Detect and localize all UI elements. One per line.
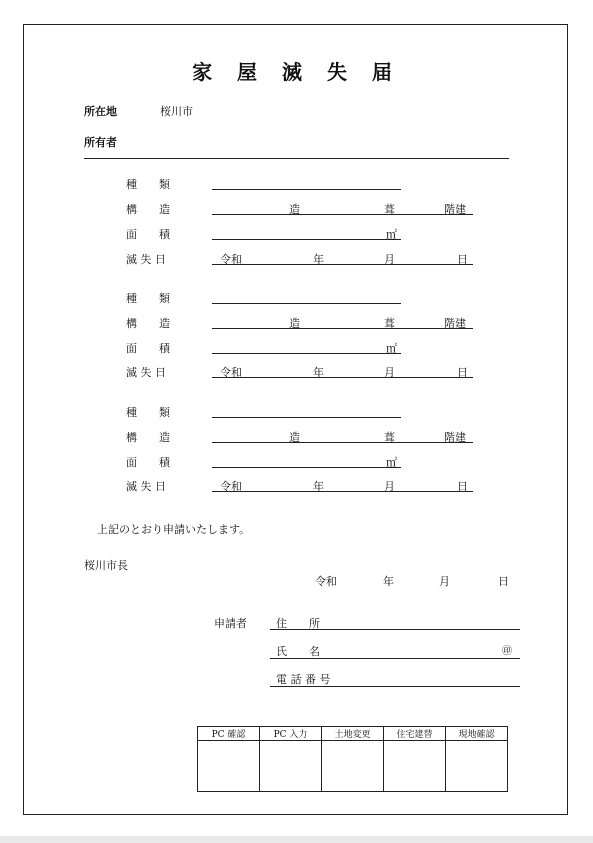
seal-mark: ㊞ [502,646,512,657]
stamp-cell-pc-check[interactable] [198,741,260,792]
stamp-cell-rebuild[interactable] [384,741,446,792]
header-site-check: 現地確認 [446,727,508,741]
loss-date-day: 日 [457,480,468,493]
name-label: 氏 名 [276,645,320,658]
structure-fuki: 葺 [384,317,395,330]
loss-date-month: 月 [384,480,395,493]
structure-fuki: 葺 [384,203,395,216]
structure-floors: 階建 [444,317,466,330]
header-land-change: 土地変更 [322,727,384,741]
phone-label: 電 話 番 号 [276,673,331,686]
area-label: 面 積 [126,228,170,241]
loss-date-year: 年 [313,480,324,493]
form-title: 家 屋 滅 失 届 [192,60,401,84]
header-rebuild: 住宅建替 [384,727,446,741]
area-unit: ㎡ [386,228,397,241]
loss-date-label: 滅 失 日 [126,253,166,266]
structure-zou: 造 [289,203,300,216]
date-year: 年 [383,575,394,588]
office-use-table [197,726,508,792]
statement-text: 上記のとおり申請いたします。 [97,523,251,536]
loss-date-label: 滅 失 日 [126,366,166,379]
stamp-cell-site-check[interactable] [446,741,508,792]
structure-fuki: 葺 [384,431,395,444]
header-pc-check: PC 確認 [198,727,260,741]
loss-date-day: 日 [457,366,468,379]
applicant-label: 申請者 [214,617,247,630]
loss-date-era: 令和 [220,480,242,493]
area-label: 面 積 [126,342,170,355]
structure-label: 構 造 [126,203,170,216]
area-unit: ㎡ [386,456,397,469]
area-field[interactable] [212,467,401,468]
loss-date-day: 日 [457,253,468,266]
addressee: 桜川市長 [84,559,128,572]
owner-label: 所有者 [84,136,117,149]
loss-date-month: 月 [384,253,395,266]
date-day: 日 [498,575,509,588]
structure-field[interactable] [212,442,473,443]
header-pc-input: PC 入力 [260,727,322,741]
structure-field[interactable] [212,214,473,215]
type-label: 種 類 [126,178,170,191]
loss-date-era: 令和 [220,253,242,266]
loss-date-year: 年 [313,253,324,266]
structure-floors: 階建 [444,431,466,444]
loss-date-label: 滅 失 日 [126,480,166,493]
structure-zou: 造 [289,431,300,444]
stamp-cell-pc-input[interactable] [260,741,322,792]
phone-field[interactable] [270,686,520,687]
structure-field[interactable] [212,328,473,329]
loss-date-field[interactable] [212,377,473,378]
structure-floors: 階建 [444,203,466,216]
area-unit: ㎡ [386,342,397,355]
structure-zou: 造 [289,317,300,330]
loss-date-year: 年 [313,366,324,379]
loss-date-field[interactable] [212,264,473,265]
structure-label: 構 造 [126,317,170,330]
date-era: 令和 [315,575,337,588]
name-field[interactable] [270,658,520,659]
office-table-header-row [198,727,508,741]
type-label: 種 類 [126,292,170,305]
loss-date-month: 月 [384,366,395,379]
location-label: 所在地 [84,105,117,118]
type-field[interactable] [212,417,401,418]
area-field[interactable] [212,353,401,354]
address-label: 住 所 [276,617,320,630]
office-table-stamp-row [198,741,508,792]
structure-label: 構 造 [126,431,170,444]
loss-date-field[interactable] [212,491,473,492]
location-value: 桜川市 [160,105,193,118]
area-field[interactable] [212,239,401,240]
date-month: 月 [439,575,450,588]
stamp-cell-land-change[interactable] [322,741,384,792]
type-field[interactable] [212,303,401,304]
address-field[interactable] [270,629,520,630]
viewer-bottom-edge [0,836,593,843]
owner-underline[interactable] [84,158,509,159]
loss-date-era: 令和 [220,366,242,379]
type-label: 種 類 [126,406,170,419]
area-label: 面 積 [126,456,170,469]
type-field[interactable] [212,189,401,190]
